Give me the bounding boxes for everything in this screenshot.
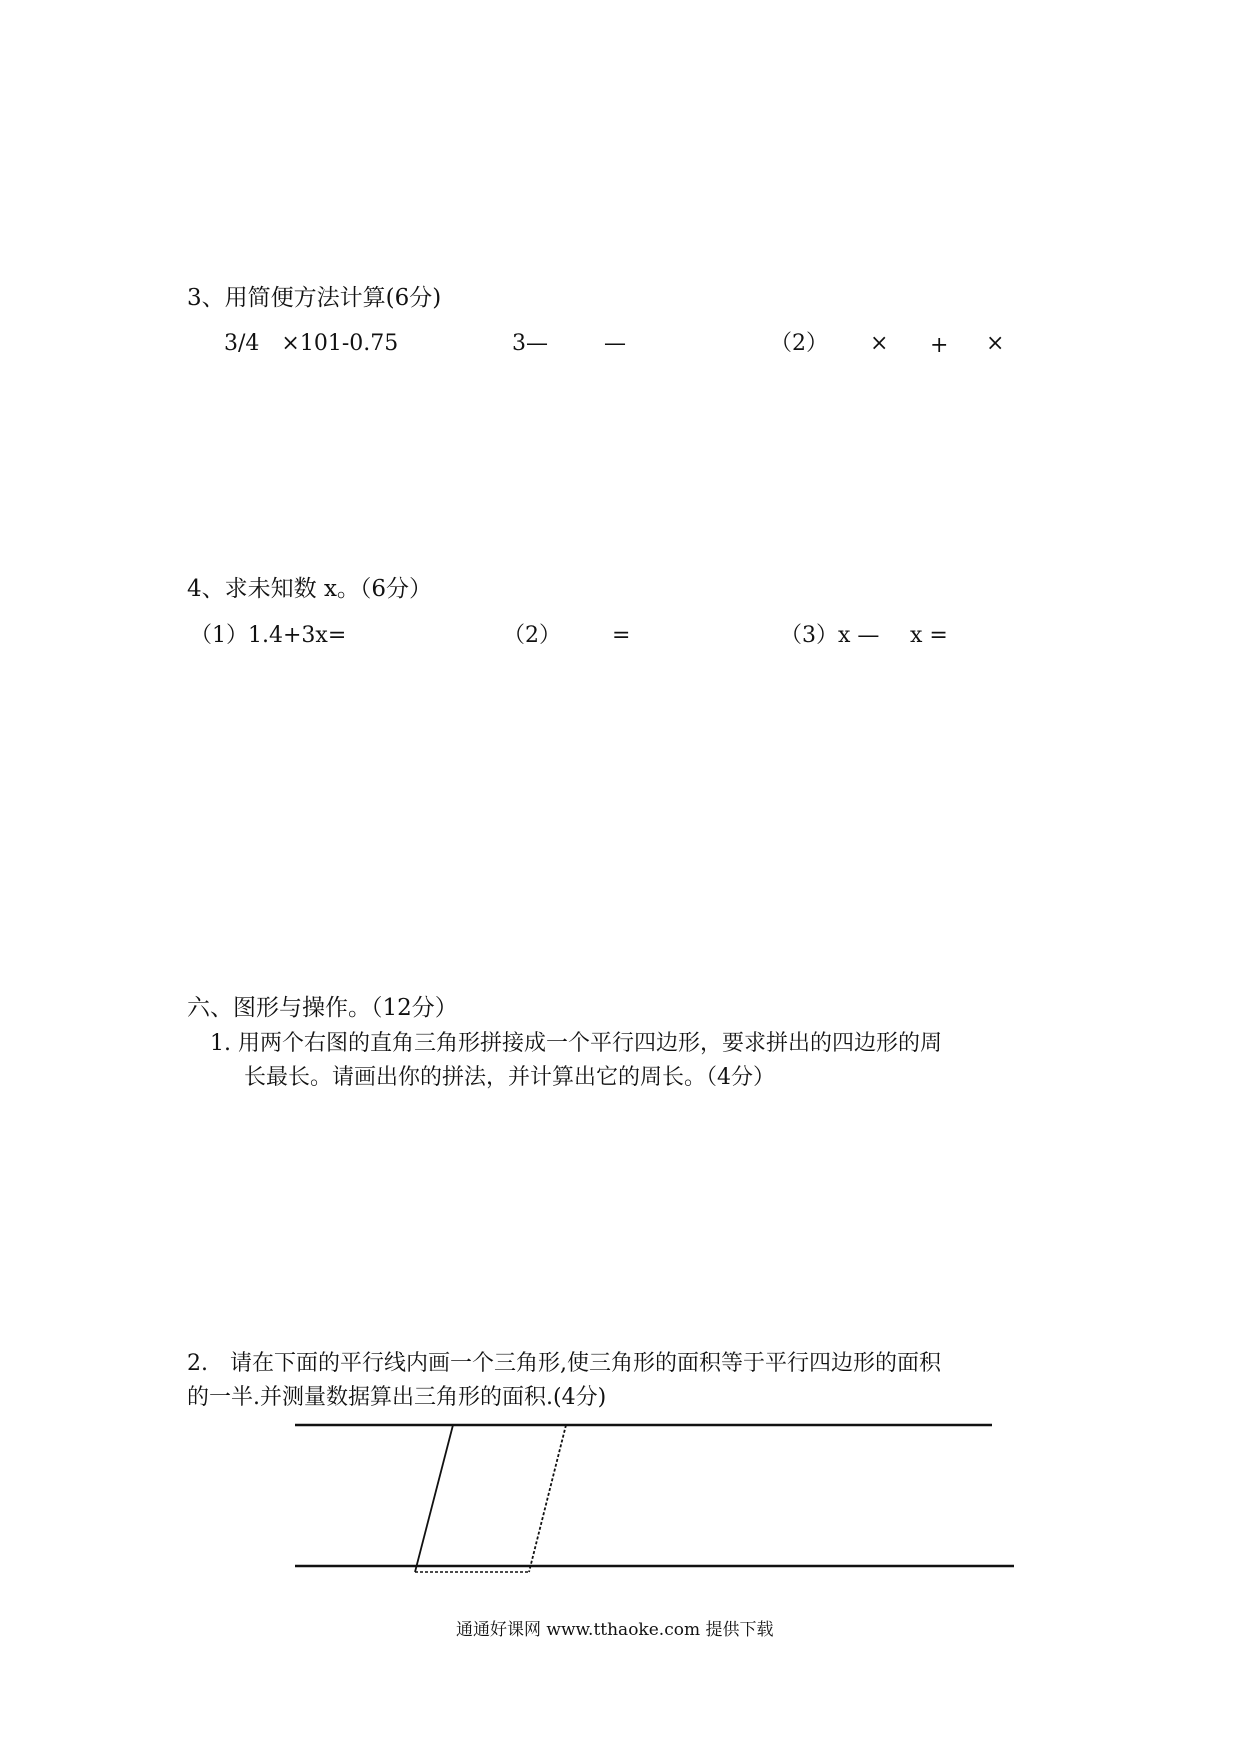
section3-expression-3-label: （2） — [770, 331, 828, 356]
section4-title: 4、求未知数 x。（6分） — [187, 576, 433, 602]
parallelogram-left-side — [415, 1425, 453, 1572]
section6-question-1-line-1: 1. 用两个右图的直角三角形拼接成一个平行四边形，要求拼出的四边形的周 — [210, 1031, 942, 1056]
section3-expression-2-part-b: — — [604, 331, 626, 356]
section3-expression-3-times-1: × — [870, 331, 889, 356]
parallelogram-right-side — [529, 1425, 566, 1572]
section4-item-3-rhs: x = — [910, 623, 948, 648]
section3-expression-2-part-a: 3— — [512, 331, 548, 356]
section4-item-3: （3）x — — [780, 623, 880, 648]
section4-item-1: （1）1.4+3x= — [190, 623, 347, 648]
section3-expression-3-plus: + — [930, 333, 949, 358]
section6-title: 六、图形与操作。（12分） — [187, 995, 458, 1021]
section4-item-2: （2） — [503, 623, 561, 648]
section3-expression-1: 3/4 ×101-0.75 — [224, 331, 399, 356]
section4-item-2-equals: = — [612, 623, 631, 648]
section3-title: 3、用简便方法计算(6分) — [187, 285, 442, 311]
section6-question-1-line-2: 长最长。请画出你的拼法，并计算出它的周长。（4分） — [244, 1065, 775, 1090]
section6-question-2-line-1: 2. 请在下面的平行线内画一个三角形,使三角形的面积等于平行四边形的面积 — [187, 1351, 941, 1376]
section3-expression-3-times-2: × — [986, 331, 1005, 356]
footer-download-credit: 通通好课网 www.tthaoke.com 提供下载 — [456, 1620, 774, 1640]
section6-question-2-line-2: 的一半.并测量数据算出三角形的面积.(4分) — [187, 1385, 607, 1410]
